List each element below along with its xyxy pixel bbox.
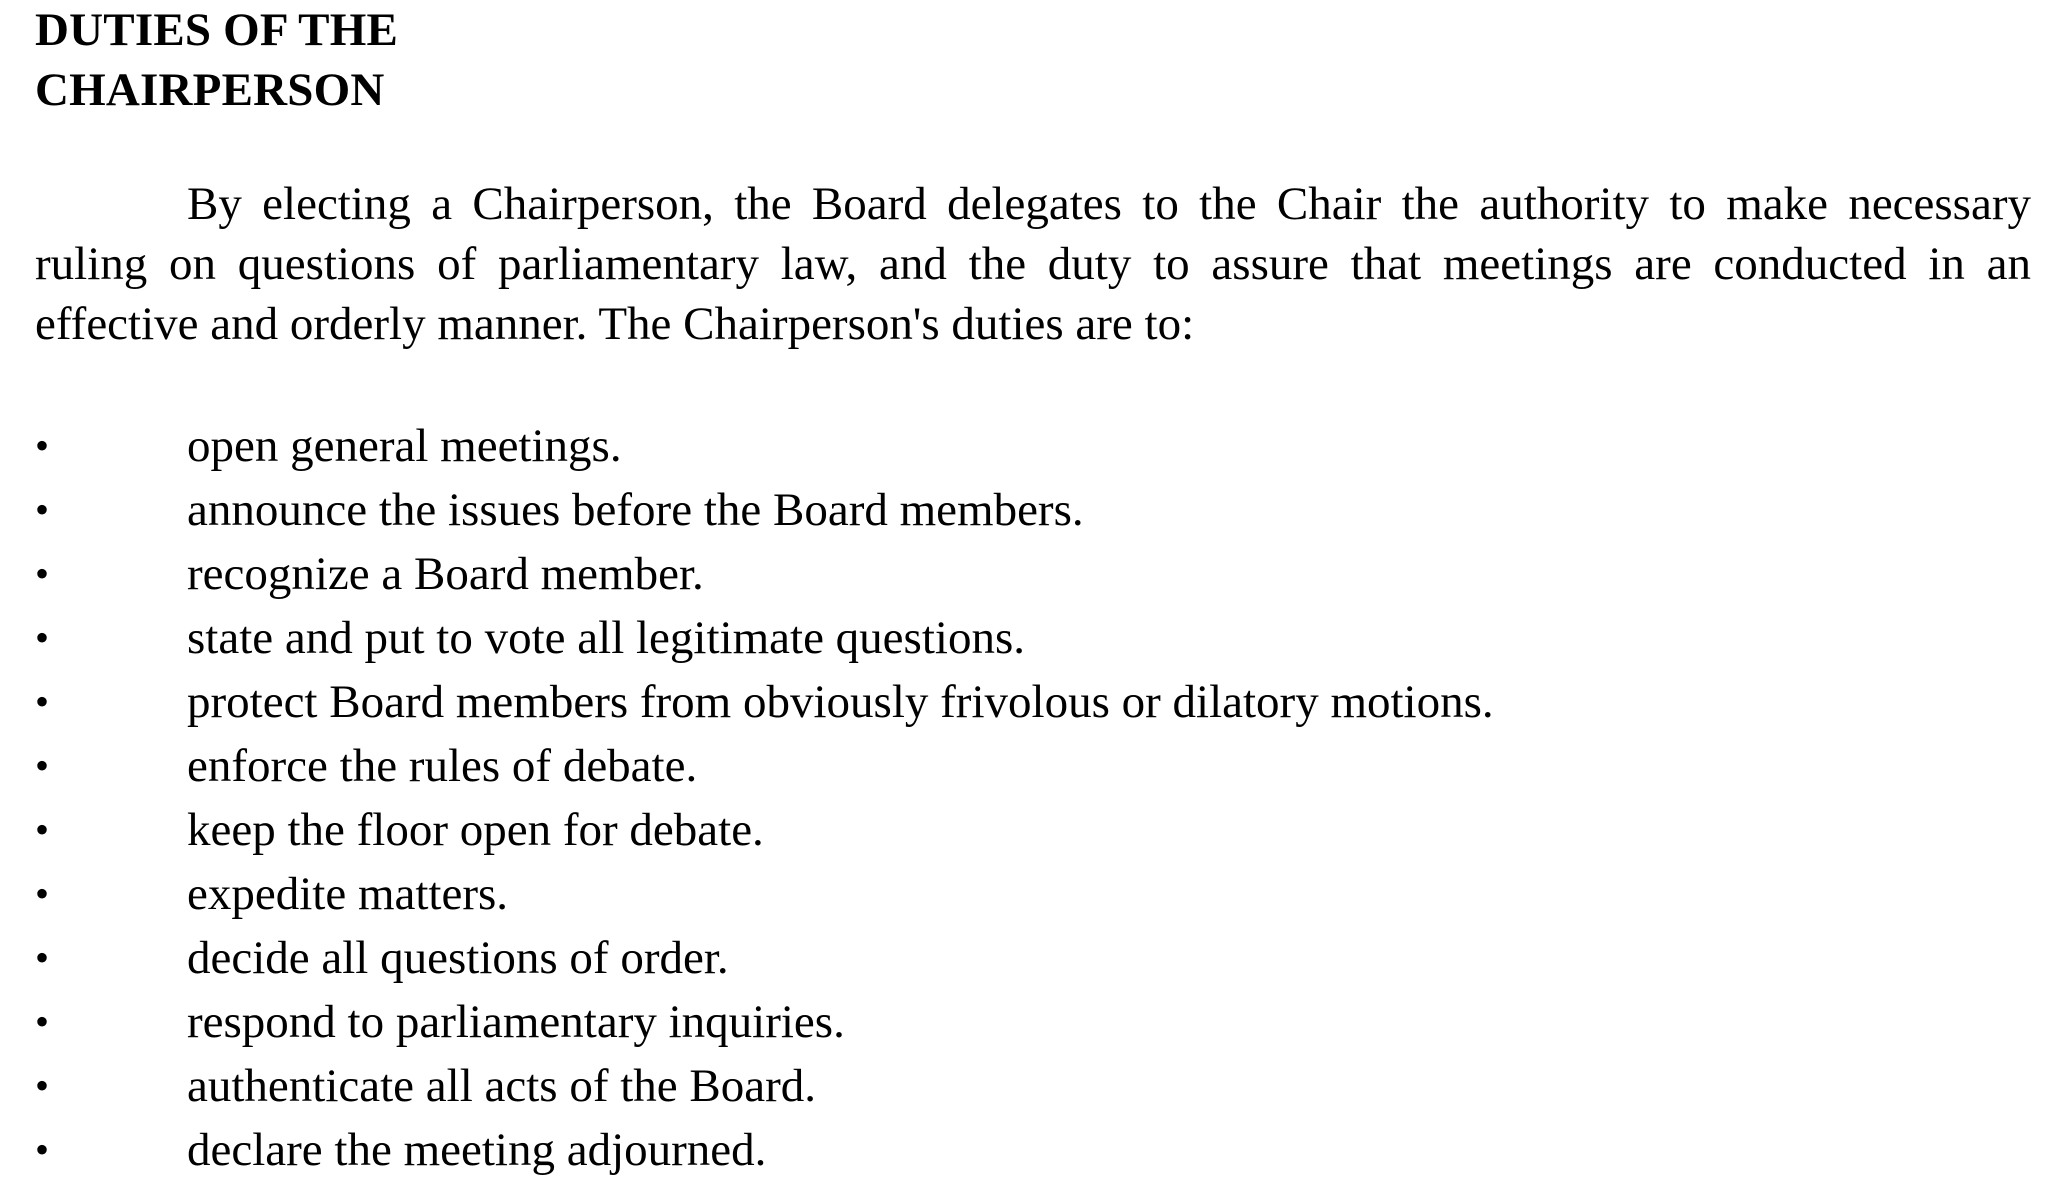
duty-text: state and put to vote all legitimate questions. bbox=[187, 612, 1025, 664]
bullet-icon: • bbox=[35, 743, 50, 788]
bullet-icon: • bbox=[35, 615, 50, 660]
duty-item-10 bbox=[35, 990, 2031, 1054]
duty-item-3 bbox=[35, 542, 2031, 606]
duty-text: authenticate all acts of the Board. bbox=[187, 1060, 817, 1112]
duty-item-12 bbox=[35, 1118, 2031, 1182]
title-line-2: CHAIRPERSON bbox=[35, 64, 385, 116]
bullet-icon: • bbox=[35, 1127, 50, 1172]
duty-item-2 bbox=[35, 478, 2031, 542]
bullet-icon: • bbox=[35, 487, 50, 532]
duty-item-8 bbox=[35, 862, 2031, 926]
duty-text: keep the floor open for debate. bbox=[187, 804, 764, 856]
bullet-icon: • bbox=[35, 679, 50, 724]
duty-text: announce the issues before the Board members. bbox=[187, 484, 1084, 536]
duty-text: expedite matters. bbox=[187, 868, 509, 920]
duty-item-6 bbox=[35, 734, 2031, 798]
duty-text: recognize a Board member. bbox=[187, 548, 704, 600]
bullet-icon: • bbox=[35, 1063, 50, 1108]
duty-text: protect Board members from obviously frivolous or dilatory motions. bbox=[187, 676, 1494, 728]
bullet-icon: • bbox=[35, 423, 50, 468]
duty-item-7 bbox=[35, 798, 2031, 862]
duty-text: enforce the rules of debate. bbox=[187, 740, 698, 792]
document-page bbox=[35, 0, 2031, 1182]
bullet-icon: • bbox=[35, 999, 50, 1044]
bullet-icon: • bbox=[35, 807, 50, 852]
bullet-icon: • bbox=[35, 551, 50, 596]
bullet-icon: • bbox=[35, 935, 50, 980]
duty-item-1 bbox=[35, 414, 2031, 478]
duty-item-9 bbox=[35, 926, 2031, 990]
duty-text: open general meetings. bbox=[187, 420, 622, 472]
duty-item-4 bbox=[35, 606, 2031, 670]
duty-item-11 bbox=[35, 1054, 2031, 1118]
bullet-icon: • bbox=[35, 871, 50, 916]
page-title bbox=[35, 0, 2031, 120]
duty-text: declare the meeting adjourned. bbox=[187, 1124, 767, 1176]
intro-paragraph: By electing a Chairperson, the Board delegates to the Chair the authority to make necessary ruling on questions of parliamentary law, and the duty to assure that meetings are conducted in an effective and orderly manner. The Chairperson's duties are to: bbox=[35, 178, 2031, 350]
title-line-1: DUTIES OF THE bbox=[35, 4, 399, 56]
duties-list bbox=[35, 414, 2031, 1182]
duty-text: decide all questions of order. bbox=[187, 932, 729, 984]
duty-text: respond to parliamentary inquiries. bbox=[187, 996, 845, 1048]
duty-item-5 bbox=[35, 670, 2031, 734]
